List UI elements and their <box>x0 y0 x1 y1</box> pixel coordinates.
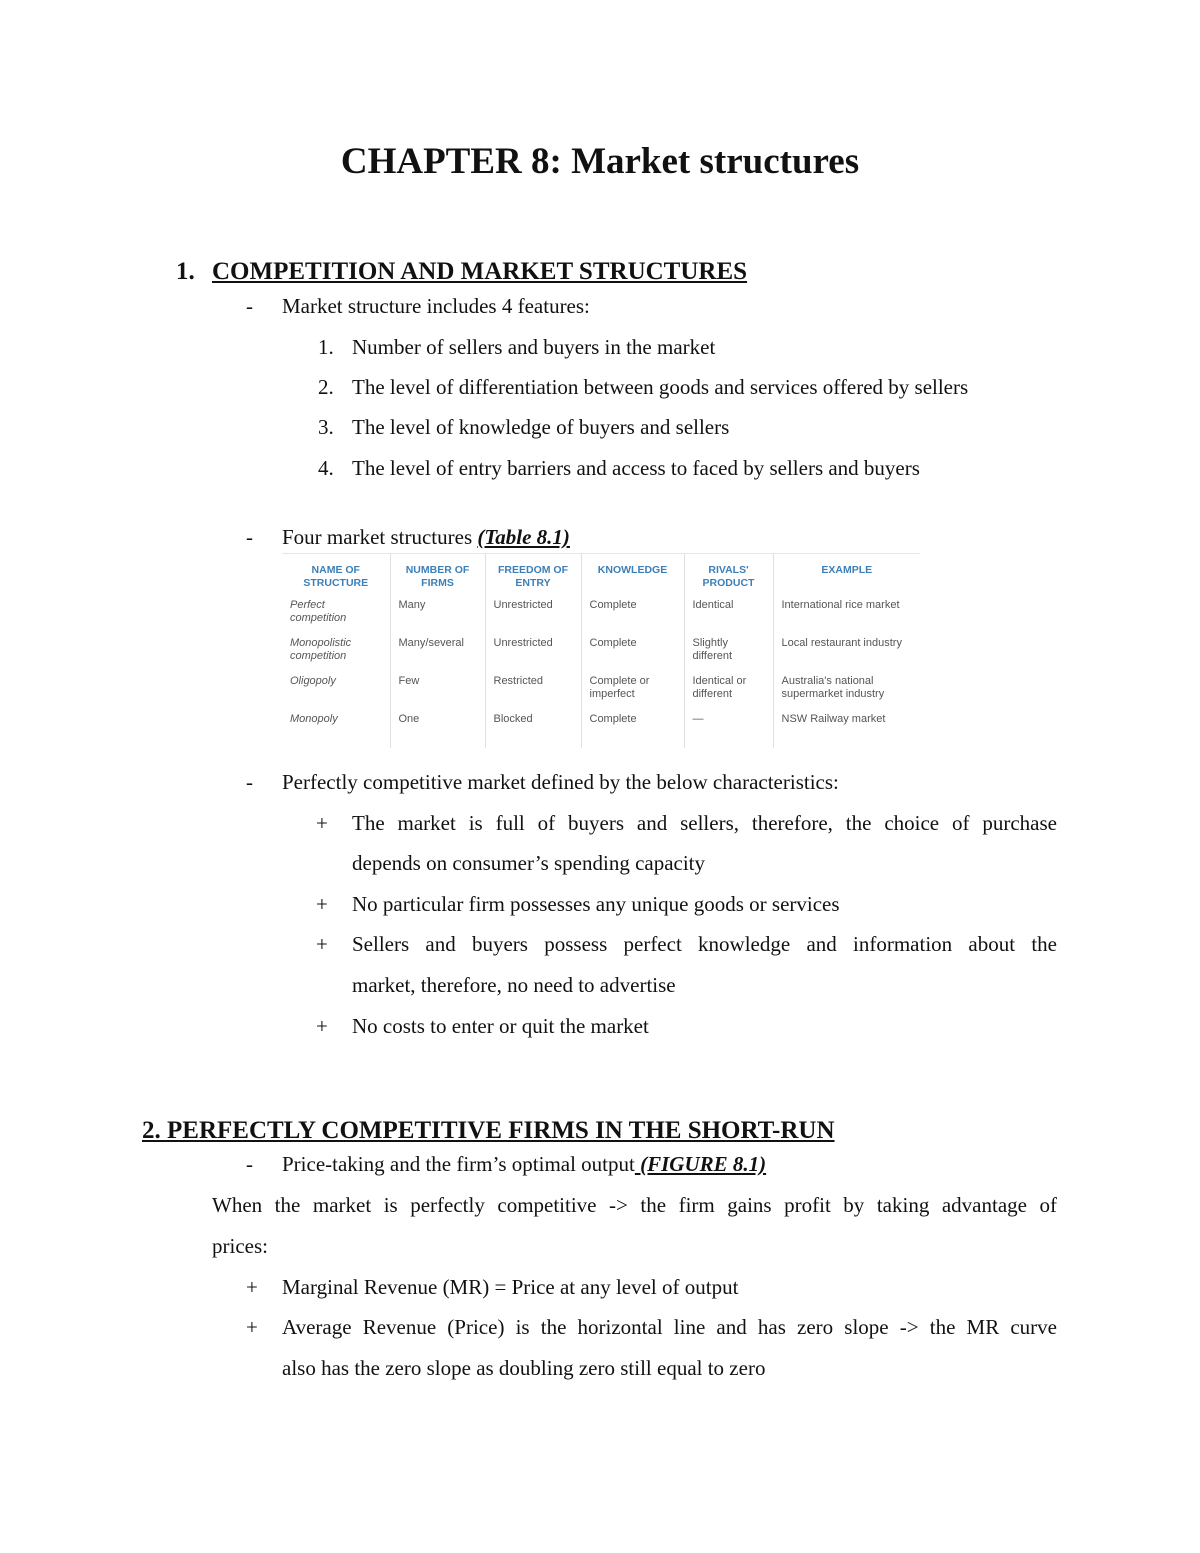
table-cell: Monopoly <box>282 710 390 748</box>
feature-item: The level of differentiation between goods and services offered by sellers <box>352 375 969 399</box>
table-cell: Perfect competition <box>282 596 390 634</box>
plus-marker: + <box>316 892 328 916</box>
table-cell: Many/several <box>390 634 485 672</box>
table-cell: Unrestricted <box>485 596 581 634</box>
plus-marker: + <box>316 1014 328 1038</box>
dash-marker: - <box>246 525 253 549</box>
figure-ref: (FIGURE 8.1) <box>634 1152 767 1176</box>
feature-number: 1. <box>318 335 334 359</box>
pc-item-line: market, therefore, no need to advertise <box>352 973 676 997</box>
table-cell: Restricted <box>485 672 581 710</box>
feature-item: Number of sellers and buyers in the market <box>352 335 716 359</box>
table-header: NAME OF STRUCTURE <box>282 554 390 596</box>
plus-marker: + <box>316 932 328 956</box>
page-title: CHAPTER 8: Market structures <box>340 141 860 182</box>
table-row <box>282 710 920 748</box>
table-cell: Complete or imperfect <box>581 672 684 710</box>
table-cell: One <box>390 710 485 748</box>
dash-marker: - <box>246 294 253 318</box>
price-taking-line <box>282 1152 766 1177</box>
table-cell: — <box>684 710 773 748</box>
table-cell: Identical or different <box>684 672 773 710</box>
four-structures-text: Four market structures <box>282 525 478 549</box>
feature-number: 3. <box>318 415 334 439</box>
features-intro: Market structure includes 4 features: <box>282 294 590 318</box>
table-header: EXAMPLE <box>821 564 873 576</box>
dash-marker: - <box>246 770 253 794</box>
table-cell: Complete <box>581 710 684 748</box>
plus-marker: + <box>316 811 328 835</box>
section-2-heading: 2. PERFECTLY COMPETITIVE FIRMS IN THE SHORT-RUN <box>142 1117 835 1144</box>
table-cell: Local restaurant industry <box>781 637 902 649</box>
pc-item-line: No particular firm possesses any unique goods or services <box>352 892 840 916</box>
pc-intro: Perfectly competitive market defined by the below characteristics: <box>282 770 839 794</box>
market-structures-table <box>282 553 920 736</box>
table-row <box>282 634 920 672</box>
table-header-row <box>282 554 920 596</box>
table-cell: Many <box>390 596 485 634</box>
paragraph-line: When the market is perfectly competitive -> the firm gains profit by taking advantage of <box>212 1193 1057 1217</box>
section-2-item-line: Marginal Revenue (MR) = Price at any level of output <box>282 1275 739 1299</box>
pc-item-line: Sellers and buyers possess perfect knowledge and information about the <box>352 932 1057 956</box>
price-taking-text: Price-taking and the firm’s optimal output <box>282 1152 635 1176</box>
pc-item-line: depends on consumer’s spending capacity <box>352 851 706 875</box>
table-cell: Complete <box>581 596 684 634</box>
table-header: KNOWLEDGE <box>581 554 684 596</box>
table-header: FREEDOM OF ENTRY <box>485 554 581 596</box>
dash-marker: - <box>246 1152 253 1176</box>
plus-marker: + <box>246 1275 258 1299</box>
table-cell: Unrestricted <box>485 634 581 672</box>
feature-number: 2. <box>318 375 334 399</box>
section-1-heading: COMPETITION AND MARKET STRUCTURES <box>212 258 748 285</box>
table-header: NUMBER OF FIRMS <box>390 554 485 596</box>
table-cell: Few <box>390 672 485 710</box>
table-header: RIVALS' PRODUCT <box>684 554 773 596</box>
table-cell: Monopolistic competition <box>282 634 390 672</box>
section-1-number: 1. <box>176 258 195 285</box>
table-cell: Blocked <box>485 710 581 748</box>
table-cell: Complete <box>581 634 684 672</box>
table-row <box>282 672 920 710</box>
table-cell: NSW Railway market <box>781 713 886 725</box>
paragraph-line: prices: <box>212 1234 268 1258</box>
section-2-item-line: also has the zero slope as doubling zero still equal to zero <box>282 1356 766 1380</box>
plus-marker: + <box>246 1315 258 1339</box>
table-cell: Australia's national supermarket industry <box>781 675 885 700</box>
pc-item-line: No costs to enter or quit the market <box>352 1014 649 1038</box>
feature-item: The level of entry barriers and access to faced by sellers and buyers <box>352 456 920 480</box>
table-cell: Slightly different <box>684 634 773 672</box>
table-row <box>282 596 920 634</box>
table-cell: Identical <box>684 596 773 634</box>
pc-item-line: The market is full of buyers and sellers, therefore, the choice of purchase <box>352 811 1057 835</box>
four-structures-line <box>282 525 570 550</box>
table-cell: Oligopoly <box>282 672 390 710</box>
table-ref: (Table 8.1) <box>477 525 570 549</box>
table-cell: International rice market <box>781 599 900 611</box>
section-2-item-line: Average Revenue (Price) is the horizontal line and has zero slope -> the MR curve <box>282 1315 1057 1339</box>
feature-item: The level of knowledge of buyers and sellers <box>352 415 730 439</box>
feature-number: 4. <box>318 456 334 480</box>
